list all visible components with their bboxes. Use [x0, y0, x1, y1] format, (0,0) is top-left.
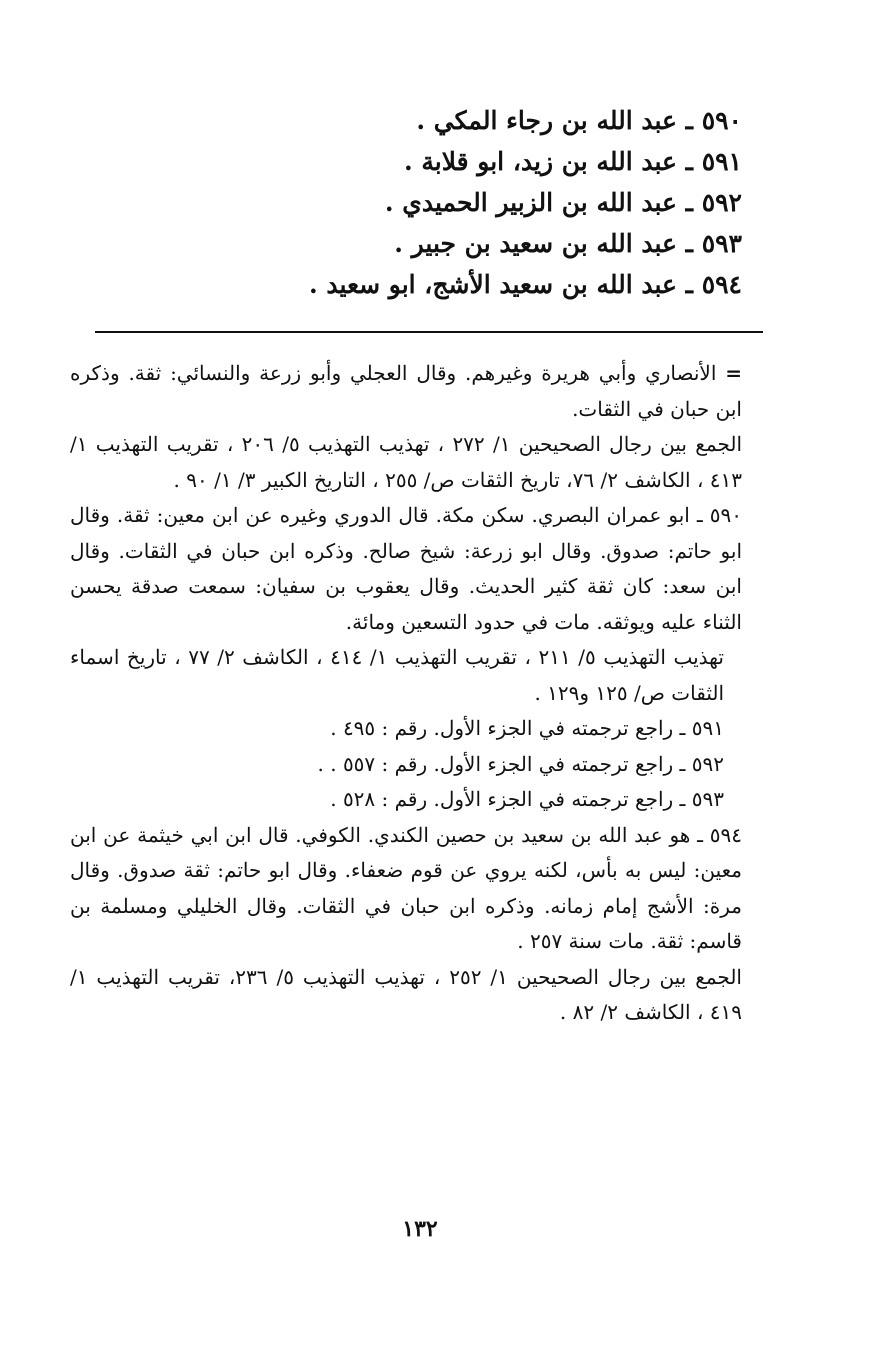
- continuation-marker: =: [725, 361, 742, 385]
- footnote-594-references: الجمع بين رجال الصحيحين ١/ ٢٥٢ ، تهذيب التهذيب ٥/ ٢٣٦، تقريب التهذيب ١/ ٤١٩ ، الكاشف ٢/ ٨٢ .: [70, 964, 742, 1024]
- footnotes: [70, 356, 742, 1031]
- footnote-591: ٥٩١ ـ راجع ترجمته في الجزء الأول. رقم : ٤٩٥ .: [330, 716, 724, 740]
- footnote-594: ٥٩٤ ـ هو عبد الله بن سعيد بن حصين الكندي. الكوفي. قال ابن ابي خيثمة عن ابن معين: ليس به بأس، لكنه يروي عن قوم ضعفاء. وقال ابو حاتم: ثقة صدوق. وقال مرة: الأشج إمام زمانه. وذكره ابن حبان في الثقات. وقال الخليلي ومسلمة بن قاسم: ثقة. مات سنة ٢٥٧ .: [70, 822, 742, 953]
- continuation-references: الجمع بين رجال الصحيحين ١/ ٢٧٢ ، تهذيب التهذيب ٥/ ٢٠٦ ، تقريب التهذيب ١/ ٤١٣ ، الكاشف ٢/ ٧٦، تاريخ الثقات ص/ ٢٥٥ ، التاريخ الكبير ٣/ ١/ ٩٠ .: [70, 432, 742, 492]
- entry-594: ٥٩٤ ـ عبد الله بن سعيد الأشج، ابو سعيد .: [309, 270, 742, 299]
- entry-list: [222, 100, 742, 305]
- entry-592: ٥٩٢ ـ عبد الله بن الزبير الحميدي .: [384, 188, 742, 217]
- footnote-593: ٥٩٣ ـ راجع ترجمته في الجزء الأول. رقم : ٥٢٨ .: [330, 787, 724, 811]
- footnote-590: ٥٩٠ ـ ابو عمران البصري. سكن مكة. قال الدوري وغيره عن ابن معين: ثقة. وقال ابو حاتم: صدوق. وقال ابو زرعة: شيخ صالح. وذكره ابن حبان في الثقات. وقال ابن سعد: كان ثقة كثير الحديث. وقال يعقوب بن سفيان: سمعت صدقة يحسن الثناء عليه ويوثقه. مات في حدود التسعين ومائة.: [70, 503, 742, 634]
- entry-593: ٥٩٣ ـ عبد الله بن سعيد بن جبير .: [394, 229, 742, 258]
- footnote-590-references: تهذيب التهذيب ٥/ ٢١١ ، تقريب التهذيب ١/ ٤١٤ ، الكاشف ٢/ ٧٧ ، تاريخ اسماء الثقات ص/ ١٢٥ و١٢٩ .: [70, 645, 724, 705]
- entry-590: ٥٩٠ ـ عبد الله بن رجاء المكي .: [416, 106, 742, 135]
- footnote-592: ٥٩٢ ـ راجع ترجمته في الجزء الأول. رقم : ٥٥٧ . .: [317, 751, 724, 776]
- footnote-continuation: [70, 356, 742, 427]
- page-number: ١٣٢: [402, 1216, 438, 1242]
- footnote-divider: [95, 331, 763, 333]
- entry-591: ٥٩١ ـ عبد الله بن زيد، ابو قلابة .: [403, 147, 742, 176]
- continuation-text: الأنصاري وأبي هريرة وغيرهم. وقال العجلي وأبو زرعة والنسائي: ثقة. وذكره ابن حبان في الثقات.: [70, 361, 742, 421]
